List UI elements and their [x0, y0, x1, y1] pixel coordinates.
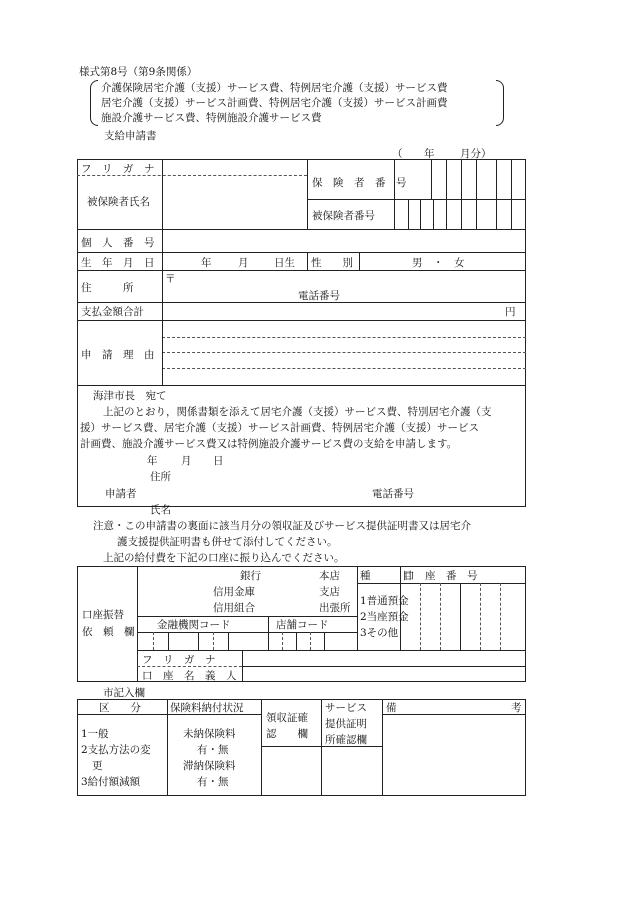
insured-name-label: 被保険者氏名 — [87, 196, 150, 208]
title-bracket-left — [90, 80, 98, 126]
institution-code-label: 金融機関コード — [157, 619, 231, 631]
insured-number-label: 被保険者番号 — [312, 210, 375, 222]
category-reduction: 3給付額減額 — [81, 776, 141, 788]
category-header: 区 分 — [99, 702, 141, 714]
receipt-header-2: 認 欄 — [266, 728, 308, 740]
title-line-3: 施設介護サービス費、特例施設介護サービス費 — [101, 112, 322, 124]
bank-type-kumiai: 信用組合 — [213, 602, 255, 614]
birth-month: 月 — [238, 257, 249, 269]
category-payment-change: 2支払方法の変 — [81, 744, 151, 756]
applicant-address-label: 住所 — [150, 471, 171, 483]
payment-total-input[interactable] — [163, 303, 525, 319]
payment-total-label: 支払金額合計 — [81, 306, 144, 318]
birthdate-label: 生 年 月 日 — [81, 257, 155, 269]
bank-type-bank: 銀行 — [240, 570, 261, 582]
yen-label: 円 — [505, 306, 516, 318]
receipt-header-1: 領収証確 — [266, 712, 308, 724]
title-bracket-right — [496, 80, 504, 126]
branch-type-branch: 支店 — [319, 586, 340, 598]
account-type-ordinary[interactable]: 1普通預金 — [360, 595, 409, 607]
account-number-header: 口 座 番 号 — [404, 570, 478, 582]
category-general: 1一般 — [81, 728, 109, 740]
insured-name-input[interactable] — [163, 176, 306, 228]
date-day: 日 — [213, 455, 224, 467]
period-month: 月分） — [460, 148, 492, 160]
address-input[interactable] — [163, 271, 525, 301]
account-holder-label: 口 座 名 義 人 — [142, 670, 237, 682]
reason-input[interactable] — [163, 321, 525, 384]
premium-unpaid-choice[interactable]: 有・無 — [197, 744, 229, 756]
period-year: 年 — [424, 148, 435, 160]
premium-header: 保険料納付状況 — [170, 702, 244, 714]
declaration-line-1: 上記のとおり，関係書類を添えて居宅介護（支援）サービス費、特別居宅介護（支 — [103, 406, 492, 418]
premium-overdue-choice[interactable]: 有・無 — [197, 776, 229, 788]
address-label: 住 所 — [81, 282, 134, 294]
transfer-request-label-1: 口座振替 — [82, 609, 124, 621]
city-section-title: 市記入欄 — [103, 687, 145, 699]
form-number: 様式第8号（第9条関係） — [79, 66, 198, 78]
furigana-label: フ リ ガ ナ — [81, 163, 155, 175]
gender-label: 性 別 — [311, 257, 353, 269]
transfer-request-label-2: 依 頼 欄 — [82, 626, 135, 638]
addressee: 海津市長 宛て — [93, 390, 167, 402]
insurer-number-label: 保 険 者 番 号 — [312, 177, 407, 189]
branch-code-label: 店舗コード — [276, 619, 329, 631]
service-header-1: サービス — [325, 702, 367, 714]
service-header-2: 提供証明 — [325, 718, 367, 730]
reason-label: 申 請 理 由 — [81, 349, 155, 361]
remarks-header-left: 備 — [386, 702, 397, 714]
account-furigana-label: フ リ ガ ナ — [142, 654, 216, 666]
note-line-2: 護支援提供証明書も併せて添付してください。 — [117, 536, 338, 548]
personal-number-input[interactable] — [163, 230, 525, 251]
birth-day: 日生 — [274, 257, 295, 269]
declaration-line-2: 援）サービス費、居宅介護（支援）サービス計画費、特例居宅介護（支援）サービス — [80, 422, 479, 434]
service-header-3: 所確認欄 — [325, 734, 367, 746]
applicant-name-label: 氏名 — [150, 504, 171, 516]
premium-overdue: 滞納保険料 — [183, 760, 236, 772]
remarks-header-right: 考 — [511, 702, 522, 714]
personal-number-label: 個 人 番 号 — [81, 237, 155, 249]
gender-options[interactable]: 男 ・ 女 — [412, 257, 465, 269]
premium-unpaid: 未納保険料 — [183, 728, 236, 740]
bank-type-shinkin: 信用金庫 — [213, 586, 255, 598]
postal-mark: 〒 — [165, 273, 176, 285]
declaration-line-3: 計画費、施設介護サービス費又は特例施設介護サービス費の支給を申請します。 — [80, 438, 458, 450]
date-month: 月 — [181, 455, 192, 467]
account-type-checking[interactable]: 2当座預金 — [360, 611, 409, 623]
title-line-1: 介護保険居宅介護（支援）サービス費、特例居宅介護（支援）サービス費 — [101, 82, 448, 94]
branch-type-office: 出張所 — [319, 602, 351, 614]
account-holder-input[interactable] — [243, 667, 525, 681]
note-line-1: 注意・この申請書の裏面に該当月分の領収証及びサービス提供証明書又は居宅介 — [93, 520, 471, 532]
category-payment-change-cont: 更 — [92, 760, 103, 772]
title-suffix: 支給申請書 — [104, 130, 157, 142]
transfer-instruction: 上記の給付費を下記の口座に振り込んでください。 — [103, 552, 345, 564]
branch-type-main: 本店 — [319, 570, 340, 582]
applicant-phone-label: 電話番号 — [372, 488, 414, 500]
birth-year: 年 — [201, 257, 212, 269]
furigana-input[interactable] — [163, 160, 306, 175]
account-type-other[interactable]: 3その他 — [360, 627, 399, 639]
date-year: 年 — [147, 455, 158, 467]
title-line-2: 居宅介護（支援）サービス計画費、特例居宅介護（支援）サービス計画費 — [101, 97, 448, 109]
account-type-header: 種 目 — [360, 570, 413, 582]
account-furigana-input[interactable] — [243, 651, 525, 665]
period-open: （ — [392, 148, 403, 160]
phone-label: 電話番号 — [298, 290, 340, 302]
applicant-label: 申請者 — [105, 488, 137, 500]
